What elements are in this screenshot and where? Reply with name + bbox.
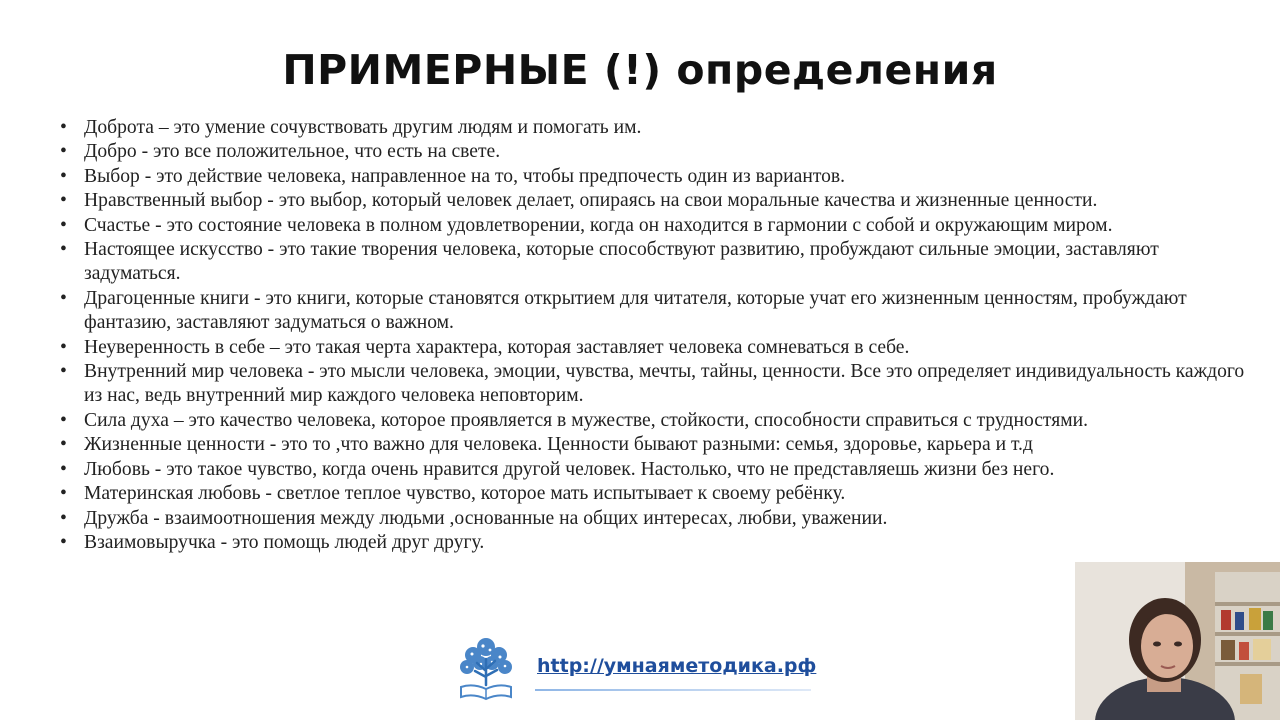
footer-branding bbox=[455, 633, 815, 703]
list-item: • Внутренний мир человека - это мысли человека, эмоции, чувства, мечты, тайны, ценности. Все это определяет индивидуальность каждого из нас, ведь внутренний мир каждого человека неповторим. bbox=[58, 360, 1248, 409]
list-item: • Нравственный выбор - это выбор, который человек делает, опираясь на свои моральные качества и жизненные ценности. bbox=[58, 189, 1248, 213]
webcam-video bbox=[1075, 562, 1280, 720]
url-underline-decoration bbox=[535, 689, 811, 691]
list-item: • Неуверенность в себе – это такая черта характера, которая заставляет человека сомневаться в себе. bbox=[58, 336, 1248, 360]
list-item: • Материнская любовь - светлое теплое чувство, которое мать испытывает к своему ребёнку. bbox=[58, 482, 1248, 506]
list-item: • Жизненные ценности - это то ,что важно для человека. Ценности бывают разными: семья, здоровье, карьера и т.д bbox=[58, 433, 1248, 457]
list-item: • Дружба - взаимоотношения между людьми ,основанные на общих интересах, любви, уважении. bbox=[58, 507, 1248, 531]
list-item: • Взаимовыручка - это помощь людей друг другу. bbox=[58, 531, 1248, 555]
list-item: • Счастье - это состояние человека в полном удовлетворении, когда он находится в гармонии с собой и окружающим миром. bbox=[58, 214, 1248, 238]
tree-book-icon bbox=[455, 633, 517, 703]
list-item: • Драгоценные книги - это книги, которые становятся открытием для читателя, которые учат его жизненным ценностям, пробуждают фантазию, заставляют задуматься о важном. bbox=[58, 287, 1248, 336]
definitions-list bbox=[58, 116, 1248, 555]
list-item: • Доброта – это умение сочувствовать другим людям и помогать им. bbox=[58, 116, 1248, 140]
list-item: • Сила духа – это качество человека, которое проявляется в мужестве, стойкости, способности справиться с трудностями. bbox=[58, 409, 1248, 433]
presenter-video-frame bbox=[1075, 562, 1280, 720]
list-item: • Выбор - это действие человека, направленное на то, чтобы предпочесть один из вариантов. bbox=[58, 165, 1248, 189]
list-item: • Настоящее искусство - это такие творения человека, которые способствуют развитию, пробуждают сильные эмоции, заставляют задуматься. bbox=[58, 238, 1248, 287]
slide-title: ПРИМЕРНЫЕ (!) определения bbox=[282, 46, 998, 94]
website-link[interactable]: http://умнаяметодика.рф bbox=[537, 655, 817, 677]
list-item: • Добро - это все положительное, что есть на свете. bbox=[58, 140, 1248, 164]
list-item: • Любовь - это такое чувство, когда очень нравится другой человек. Настолько, что не представляешь жизни без него. bbox=[58, 458, 1248, 482]
